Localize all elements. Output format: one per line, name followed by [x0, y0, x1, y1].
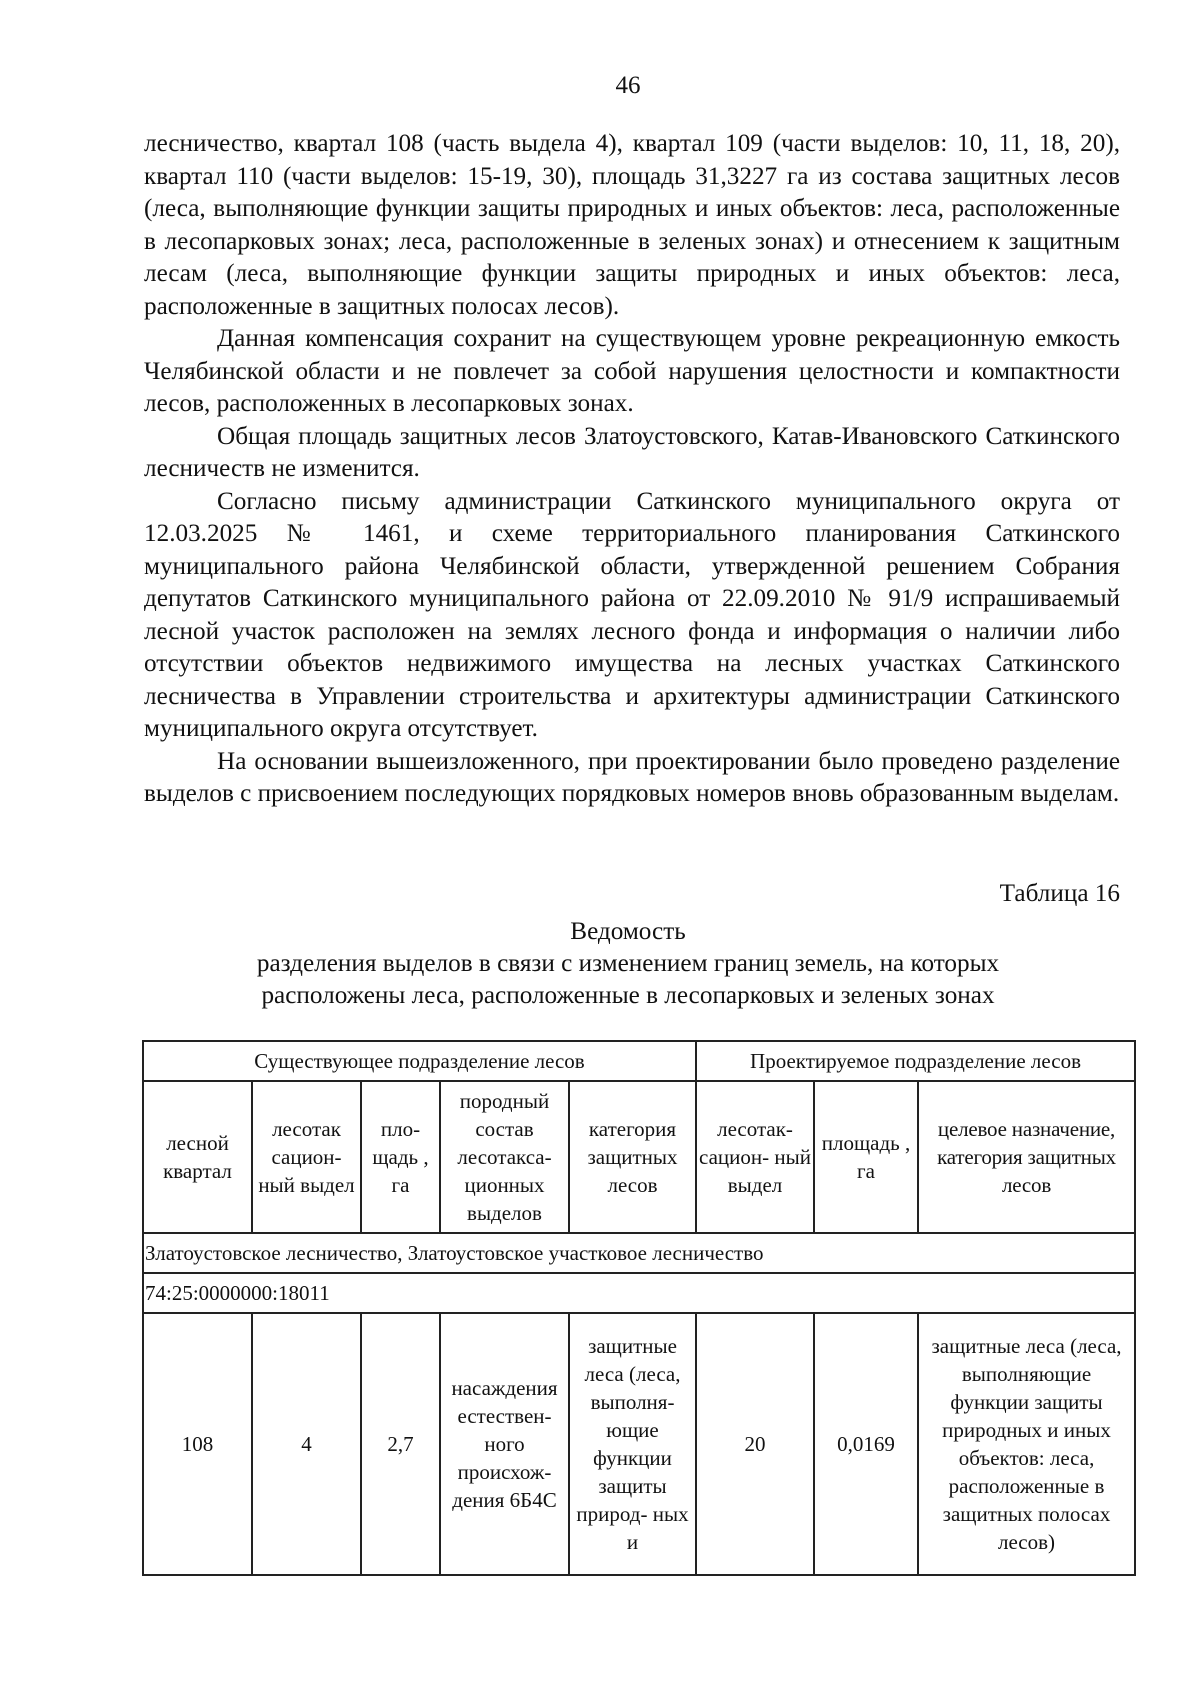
paragraph-2: Данная компенсация сохранит на существующем уровне рекреационную емкость Челябинской области и не повлечет за собой нарушения целостности и компактности лесов, расположенных в лесопарковых зонах.: [144, 325, 1120, 417]
paragraph-4: Согласно письму администрации Саткинского муниципального округа от 12.03.2025 № 1461, и схеме территориального планирования Саткинского муниципального района Челябинской области, утвержденной решением Собрания депутатов Саткинского муниципального района от 22.09.2010 № 91/9 испрашиваемый лесной участок расположен на землях лесного фонда и информация о наличии либо отсутствии объектов недвижимого имущества на лесных участках Саткинского лесничества в Управлении строительства и архитектуры администрации Саткинского муниципального округа отсутствует.: [144, 487, 1120, 742]
group-projected-header: Проектируемое подразделение лесов: [696, 1041, 1135, 1081]
cell-new-plot: 20: [696, 1313, 814, 1575]
table-column-header-row: [143, 1081, 1135, 1233]
cell-new-area: 0,0169: [814, 1313, 918, 1575]
table-group-header-row: [143, 1041, 1135, 1081]
header-new-plot: лесотак- сацион- ный выдел: [696, 1081, 814, 1233]
cell-purpose: защитные леса (леса, выполняющие функции защиты природных и иных объектов: леса, расположенные в защитных полосах лесов): [918, 1313, 1135, 1575]
cell-category: защитные леса (леса, выполня- ющие функции защиты природ- ных и: [569, 1313, 696, 1575]
header-purpose: целевое назначение, категория защитных лесов: [918, 1081, 1135, 1233]
table-section-row: [143, 1273, 1135, 1313]
table-title-line-1: Ведомость: [570, 918, 686, 945]
header-composition: породный состав лесотакса- ционных выделов: [440, 1081, 569, 1233]
cell-area: 2,7: [361, 1313, 440, 1575]
header-quarter: лесной квартал: [143, 1081, 252, 1233]
section-forestry: Златоустовское лесничество, Златоустовское участковое лесничество: [143, 1233, 1135, 1273]
header-new-area: площадь , га: [814, 1081, 918, 1233]
cell-quarter: 108: [143, 1313, 252, 1575]
cell-composition: насаждения естествен- ного происхож- дения 6Б4С: [440, 1313, 569, 1575]
table-title-line-2: разделения выделов в связи с изменением границ земель, на которых: [256, 950, 1000, 977]
table-label: Таблица 16: [999, 880, 1120, 907]
table-title: [0, 916, 1200, 1012]
group-existing-header: Существующее подразделение лесов: [143, 1041, 696, 1081]
section-cadastral: 74:25:0000000:18011: [143, 1273, 1135, 1313]
header-plot: лесотак сацион- ный выдел: [252, 1081, 361, 1233]
page-number: 46: [615, 72, 641, 99]
cell-plot: 4: [252, 1313, 361, 1575]
table-title-line-3: расположены леса, расположенные в лесопарковых и зеленых зонах: [261, 982, 995, 1009]
header-category: категория защитных лесов: [569, 1081, 696, 1233]
division-table: [142, 1040, 1136, 1576]
paragraph-3: Общая площадь защитных лесов Златоустовского, Катав-Ивановского Саткинского лесничеств не изменится.: [144, 422, 1120, 482]
paragraph-1: лесничество, квартал 108 (часть выдела 4), квартал 109 (части выделов: 10, 11, 18, 20), квартал 110 (части выделов: 15-19, 30), площадь 31,3227 га из состава защитных лесов (леса, выполняющие функции защиты природных и иных объектов: леса, расположенные в лесопарковых зонах; леса, расположенные в зеленых зонах) и отнесением к защитным лесам (леса, выполняющие функции защиты природных и иных объектов: леса, расположенные в защитных полосах лесов).: [144, 130, 1120, 320]
body-text: [144, 128, 1120, 811]
paragraph-5: На основании вышеизложенного, при проектировании было проведено разделение выделов с присвоением последующих порядковых номеров вновь образованным выделам.: [144, 747, 1120, 807]
table-row: [143, 1313, 1135, 1575]
table-section-row: [143, 1233, 1135, 1273]
header-area: пло- щадь , га: [361, 1081, 440, 1233]
